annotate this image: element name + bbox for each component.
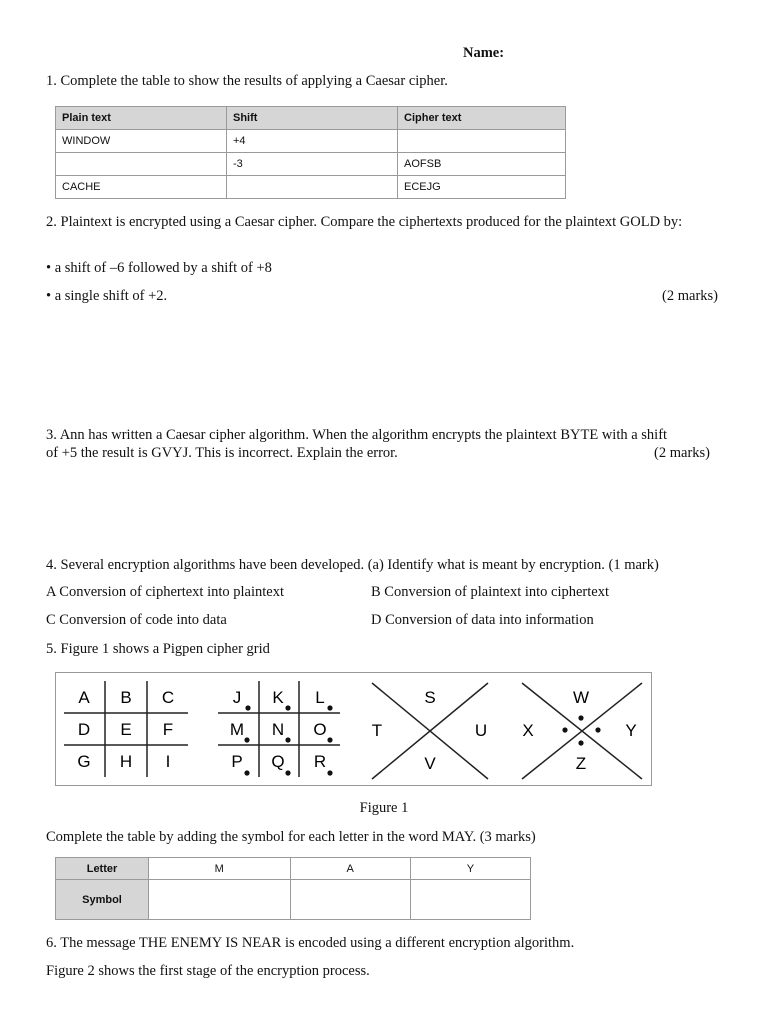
question-4-text: 4. Several encryption algorithms have been developed. (a) Identify what is meant by encryption. (1 mark) [46, 557, 659, 573]
table-cell: WINDOW [56, 130, 227, 153]
column-header: Shift [227, 107, 398, 130]
name-label: Name: [463, 45, 505, 61]
x2-letter: Z [575, 754, 587, 773]
grid2-letter: J [232, 688, 242, 707]
grid2-letter: M [229, 720, 245, 739]
table-row [56, 130, 566, 153]
grid1-letter: B [120, 688, 132, 707]
grid1-letter: C [161, 688, 175, 707]
question-2-marks: (2 marks) [662, 288, 718, 304]
option-c[interactable]: C Conversion of code into data [46, 612, 227, 628]
grid2-letter: N [271, 720, 285, 739]
x2-letter: Y [625, 721, 637, 740]
pigpen-grid-svg [56, 673, 651, 785]
grid2-letter: K [272, 688, 284, 707]
grid1-letter: D [77, 720, 91, 739]
question-1-text: 1. Complete the table to show the results of applying a Caesar cipher. [46, 73, 448, 89]
question-6-text: 6. The message THE ENEMY IS NEAR is encoded using a different encryption algorithm. [46, 935, 575, 951]
x1-letter: V [424, 754, 436, 773]
table-row [56, 858, 531, 880]
x2-letter: X [522, 721, 534, 740]
bullet-2-text: • a single shift of +2. [46, 288, 168, 304]
figure-1-caption: Figure 1 [359, 800, 409, 816]
grid2-letter: L [315, 688, 325, 707]
grid1-letter: A [78, 688, 90, 707]
question-2-bullet-1: • a shift of –6 followed by a shift of +8 [46, 260, 272, 276]
table-cell: AOFSB [398, 153, 566, 176]
option-a[interactable]: A Conversion of ciphertext into plaintext [46, 584, 284, 600]
table-cell: A [290, 858, 410, 880]
option-b[interactable]: B Conversion of plaintext into ciphertext [371, 584, 609, 600]
grid2-letter: O [313, 720, 327, 739]
grid2-letter: R [313, 752, 327, 771]
row-label: Letter [56, 858, 149, 880]
table-cell: Y [410, 858, 530, 880]
question-6-text-2: Figure 2 shows the first stage of the encryption process. [46, 963, 370, 979]
question-2-text: 2. Plaintext is encrypted using a Caesar cipher. Compare the ciphertexts produced for the plaintext GOLD by: [46, 214, 683, 230]
table-row [56, 176, 566, 199]
symbol-cell-a[interactable] [290, 880, 410, 920]
question-3-marks: (2 marks) [654, 445, 710, 461]
grid1-letter: I [165, 752, 171, 771]
question-2-bullet-2 [46, 287, 726, 305]
grid1-letter: E [120, 720, 132, 739]
question-3-line-2: of +5 the result is GVYJ. This is incorrect. Explain the error. [46, 445, 398, 461]
table-cell: -3 [227, 153, 398, 176]
question-3-line-1: 3. Ann has written a Caesar cipher algorithm. When the algorithm encrypts the plaintext BYTE with a shift [46, 427, 668, 443]
caesar-table [55, 106, 566, 199]
table-cell[interactable] [56, 153, 227, 176]
question-5-text: 5. Figure 1 shows a Pigpen cipher grid [46, 641, 270, 657]
grid1-letter: F [162, 720, 174, 739]
table-cell: ECEJG [398, 176, 566, 199]
grid2-letter: Q [271, 752, 285, 771]
grid1-letter: H [119, 752, 133, 771]
grid2-letter: P [231, 752, 243, 771]
x2-letter: W [572, 688, 590, 707]
column-header: Plain text [56, 107, 227, 130]
row-label: Symbol [56, 880, 149, 920]
column-header: Cipher text [398, 107, 566, 130]
x1-letter: U [474, 721, 488, 740]
symbol-cell-m[interactable] [149, 880, 291, 920]
may-symbol-table [55, 857, 531, 920]
option-d[interactable]: D Conversion of data into information [371, 612, 594, 628]
table-cell[interactable] [398, 130, 566, 153]
table-cell[interactable] [227, 176, 398, 199]
x1-letter: T [371, 721, 383, 740]
table-cell: M [149, 858, 291, 880]
table-row [56, 880, 531, 920]
question-3-line-2-row [46, 444, 726, 462]
table-cell: CACHE [56, 176, 227, 199]
table-row [56, 153, 566, 176]
symbol-cell-y[interactable] [410, 880, 530, 920]
pigpen-figure [55, 672, 652, 786]
grid1-letter: G [77, 752, 91, 771]
question-5-instruction: Complete the table by adding the symbol for each letter in the word MAY. (3 marks) [46, 829, 536, 845]
table-cell: +4 [227, 130, 398, 153]
x1-letter: S [424, 688, 436, 707]
table-header-row [56, 107, 566, 130]
